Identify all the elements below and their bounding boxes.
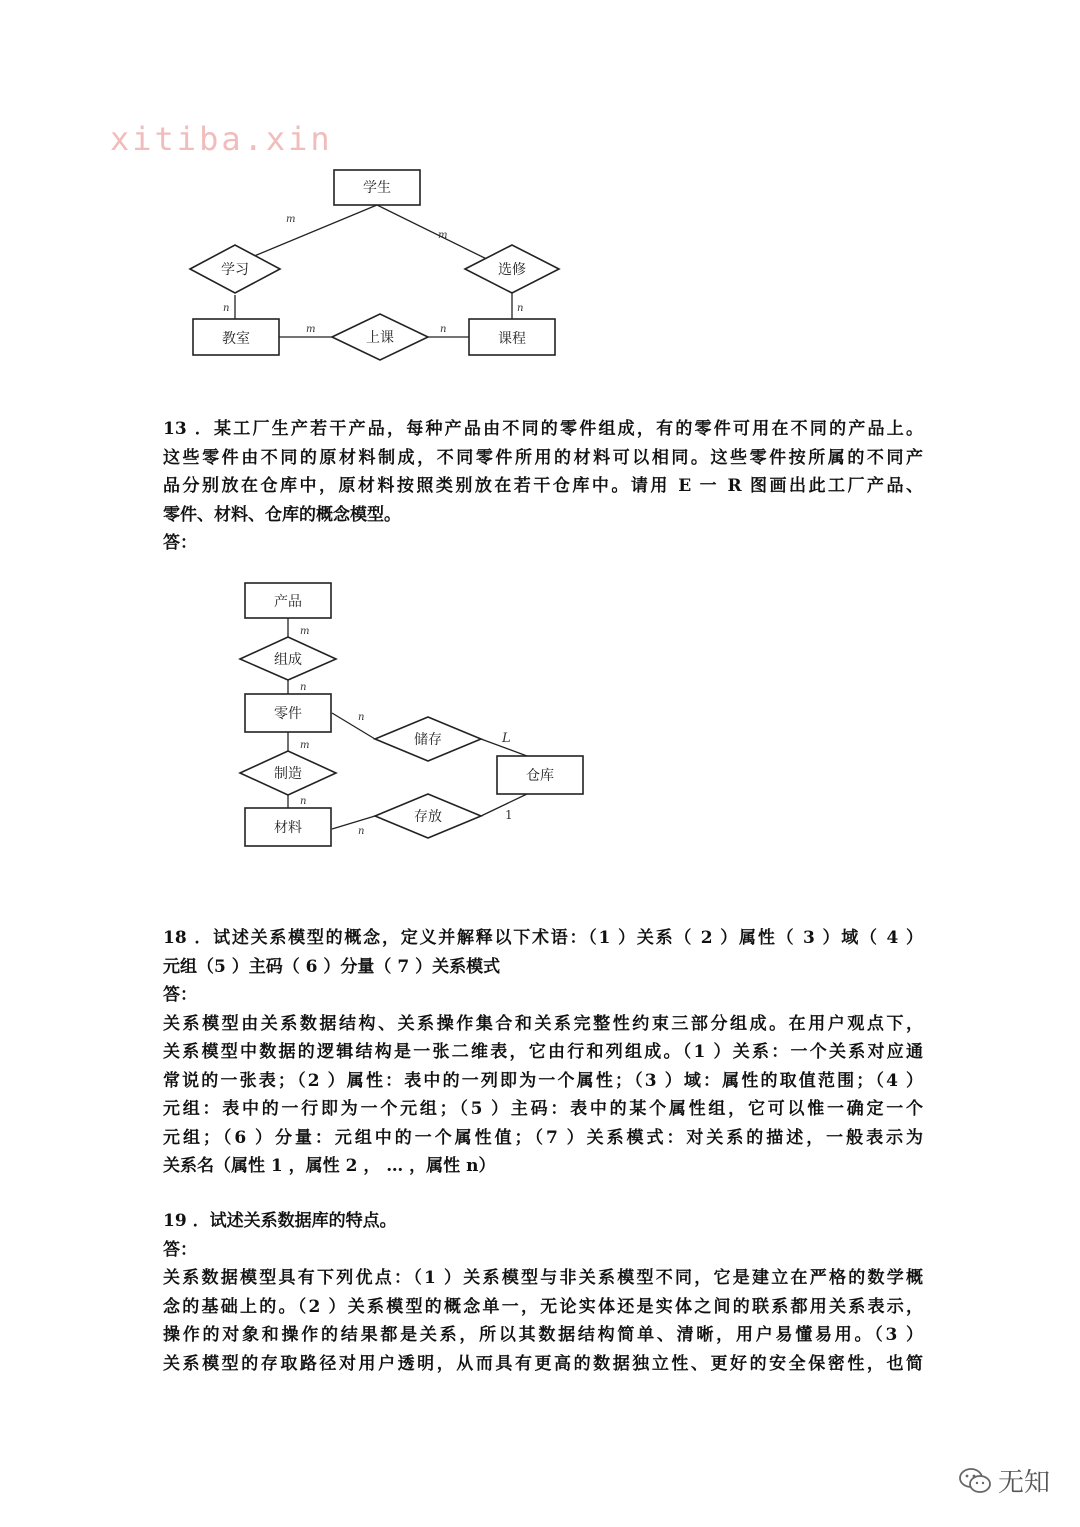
brand-name: 无知	[998, 1468, 1051, 1498]
q19-question: 19 ．试述关系数据库的特点。	[163, 1211, 397, 1231]
card-store-warehouse: L	[502, 731, 511, 746]
q18-answer-label: 答：	[163, 985, 197, 1005]
q13-line: 这些零件由不同的原材料制成，不同零件所用的材料可以相同。这些零件按所属的不同产	[163, 447, 923, 468]
card-study-classroom: n	[223, 303, 230, 314]
relation-manufacture-label: 制造	[274, 766, 302, 782]
entity-warehouse-label: 仓库	[526, 768, 554, 784]
relation-compose-label: 组成	[274, 652, 302, 668]
card-manufacture-material: n	[300, 796, 307, 807]
q18-question-line: 元组（5 ）主码（ 6 ）分量（ 7 ）关系模式	[163, 956, 501, 977]
brand-badge	[958, 1462, 1050, 1499]
q13-line: 13 ．某工厂生产若干产品，每种产品由不同的零件组成，有的零件可用在不同的产品上。	[163, 419, 923, 439]
q18-question-line: 18 ．试述关系模型的概念，定义并解释以下术语：（1 ）关系（ 2 ）属性（ 3 ）域（ 4 ）	[163, 928, 923, 948]
er-diagram-student-course	[180, 165, 580, 365]
card-product-compose: m	[300, 626, 310, 637]
q19-answer-label: 答：	[163, 1239, 197, 1260]
entity-material-label: 材料	[274, 820, 302, 836]
er-diagram-factory	[230, 580, 600, 855]
q18-answer-line: 关系名（属性 1 ，属性 2 ， … ，属性 n）	[163, 1156, 496, 1176]
q18-answer-line: 关系模型中数据的逻辑结构是一张二维表，它由行和列组成。（1 ）关系：一个关系对应通	[163, 1042, 923, 1062]
card-part-manufacture: m	[300, 740, 310, 751]
wechat-icon	[958, 1467, 992, 1495]
entity-part-label: 零件	[274, 706, 302, 722]
relation-store-label: 储存	[414, 732, 442, 748]
entity-product-label: 产品	[274, 594, 302, 610]
card-class-course: n	[440, 324, 447, 335]
q13-answer-label: 答：	[163, 533, 197, 553]
q13-line: 零件、材料、仓库的概念模型。	[163, 504, 401, 525]
card-elective-course: n	[517, 303, 524, 314]
watermark: xitiba.xin	[110, 120, 333, 158]
card-classroom-class: m	[306, 324, 316, 335]
q19-answer-line: 关系数据模型具有下列优点：（1 ）关系模型与非关系模型不同，它是建立在严格的数学概	[163, 1268, 923, 1288]
card-part-store: n	[358, 712, 365, 723]
q18-answer-line: 元组；（6 ）分量：元组中的一个属性值；（7 ）关系模式：对关系的描述，一般表示为	[163, 1127, 923, 1148]
card-student-elective: m	[438, 230, 448, 241]
relation-class-label: 上课	[366, 330, 394, 346]
card-student-study: m	[286, 214, 296, 225]
q18-answer-line: 关系模型由关系数据结构、关系操作集合和关系完整性约束三部分组成。在用户观点下，	[163, 1013, 923, 1034]
relation-study-label: 学习	[221, 262, 249, 278]
question-13	[163, 415, 923, 558]
question-19	[163, 1207, 923, 1378]
card-compose-part: n	[300, 682, 307, 693]
q19-answer-line: 念的基础上的。（2 ）关系模型的概念单一，无论实体还是实体之间的联系都用关系表示，	[163, 1296, 923, 1317]
q18-answer-line: 元组：表中的一行即为一个元组；（5 ）主码：表中的某个属性组，它可以惟一确定一个	[163, 1099, 923, 1119]
q19-answer-line: 操作的对象和操作的结果都是关系，所以其数据结构简单、清晰，用户易懂易用。（3 ）	[163, 1325, 923, 1345]
card-material-place: n	[358, 826, 365, 837]
entity-student-label: 学生	[363, 180, 391, 196]
relation-place-label: 存放	[414, 809, 442, 825]
question-18	[163, 924, 923, 1181]
q19-answer-line: 关系模型的存取路径对用户透明，从而具有更高的数据独立性、更好的安全保密性，也简	[163, 1353, 923, 1374]
card-place-warehouse: 1	[505, 808, 513, 822]
entity-classroom-label: 教室	[222, 331, 250, 347]
q18-answer-line: 常说的一张表；（2 ）属性：表中的一列即为一个属性；（3 ）域：属性的取值范围；（4 ）	[163, 1070, 923, 1091]
entity-course-label: 课程	[498, 331, 526, 347]
q13-line: 品分别放在仓库中，原材料按照类别放在若干仓库中。请用 E 一 R 图画出此工厂产品、	[163, 476, 923, 496]
relation-elective-label: 选修	[498, 262, 526, 278]
